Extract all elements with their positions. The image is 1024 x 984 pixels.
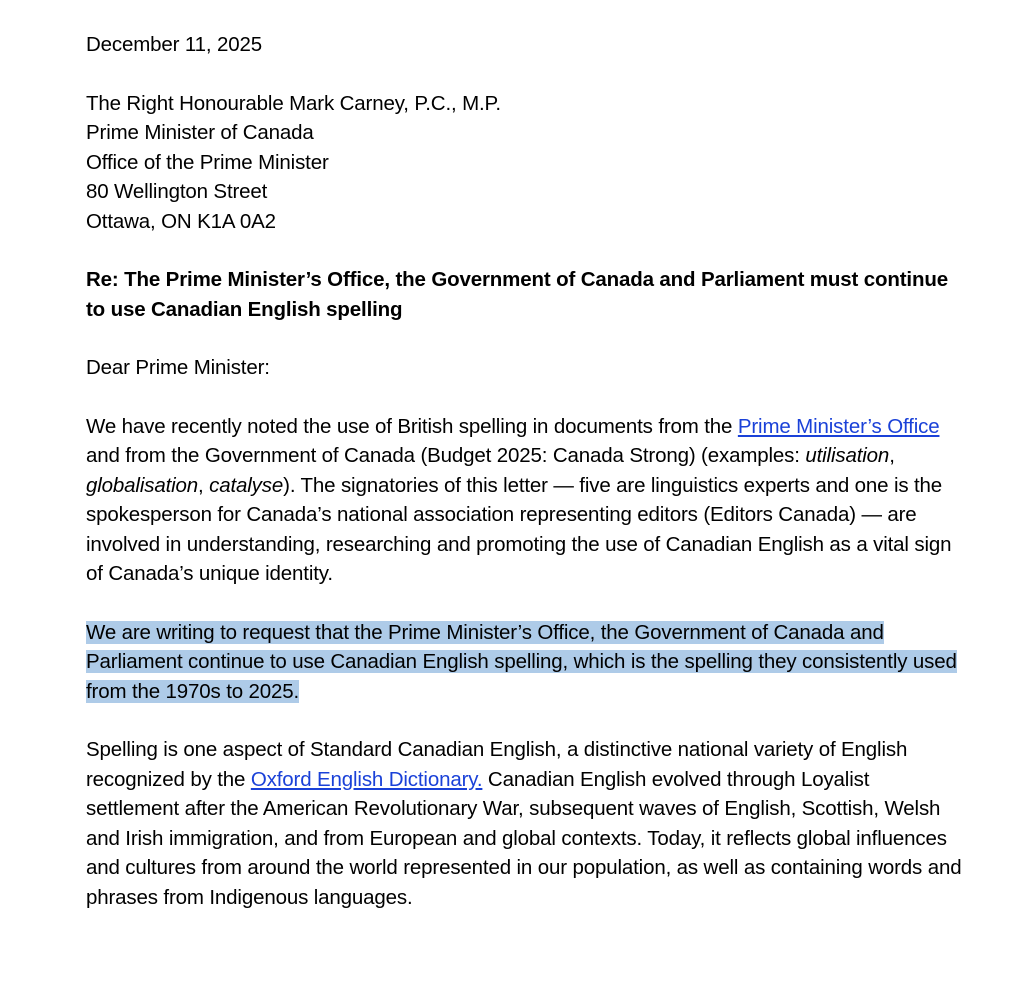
paragraph-1-text-part: We have recently noted the use of British spelling in documents from the [86,414,738,438]
paragraph-3-text-part: Canadian English evolved through Loyalist settlement after the American Revolutionary War, subsequent waves of English, Scottish, Welsh and Irish immigration, and from European and global contexts. Today, it reflects global influences and cultures from around the world represented in our population, as well as containing words and phrases from Indigenous languages. [86,767,962,909]
link-oxford-english-dictionary[interactable]: Oxford English Dictionary. [250,767,483,791]
letter-body [86,30,964,912]
subject-line: Re: The Prime Minister’s Office, the Government of Canada and Parliament must continue to use Canadian English spelling [86,268,948,321]
paragraph-1-text-part: ). The signatories of this letter — five are linguistics experts and one is the spokesperson for Canada’s national association representing editors (Editors Canada) — are involved in understanding, researching and promoting the use of Canadian English as a vital sign of Canada’s unique identity. [86,473,952,585]
italic-utilisation: utilisation [805,444,890,467]
address-line: 80 Wellington Street [86,180,268,203]
recipient-address [86,89,964,237]
paragraph-3 [86,735,964,912]
paragraph-1-text-part: , [198,473,210,497]
address-line: Office of the Prime Minister [86,150,329,174]
address-line: Prime Minister of Canada [86,121,314,144]
italic-globalisation: globalisation [86,473,199,497]
paragraph-1 [86,412,964,589]
paragraph-1-text-part: and from the Government of Canada (Budget 2025: Canada Strong) (examples: [86,444,806,467]
highlighted-request-text: We are writing to request that the Prime Minister’s Office, the Government of Canada and Parliament continue to use Canadian English spelling, which is the spelling they consistently used from the 1970s to 2025. [86,620,957,703]
paragraph-2 [86,618,964,707]
address-line: The Right Honourable Mark Carney, P.C., M.P. [86,91,501,115]
letter-date: December 11, 2025 [86,33,262,56]
italic-catalyse: catalyse [209,473,284,497]
paragraph-3-text-part: Spelling is one aspect of Standard Canadian English, a distinctive national variety of English recognized by the [86,738,908,791]
paragraph-1-text-part: , [889,444,895,467]
address-line: Ottawa, ON K1A 0A2 [86,209,276,233]
link-prime-ministers-office[interactable]: Prime Minister’s Office [737,414,940,438]
salutation: Dear Prime Minister: [86,356,270,379]
